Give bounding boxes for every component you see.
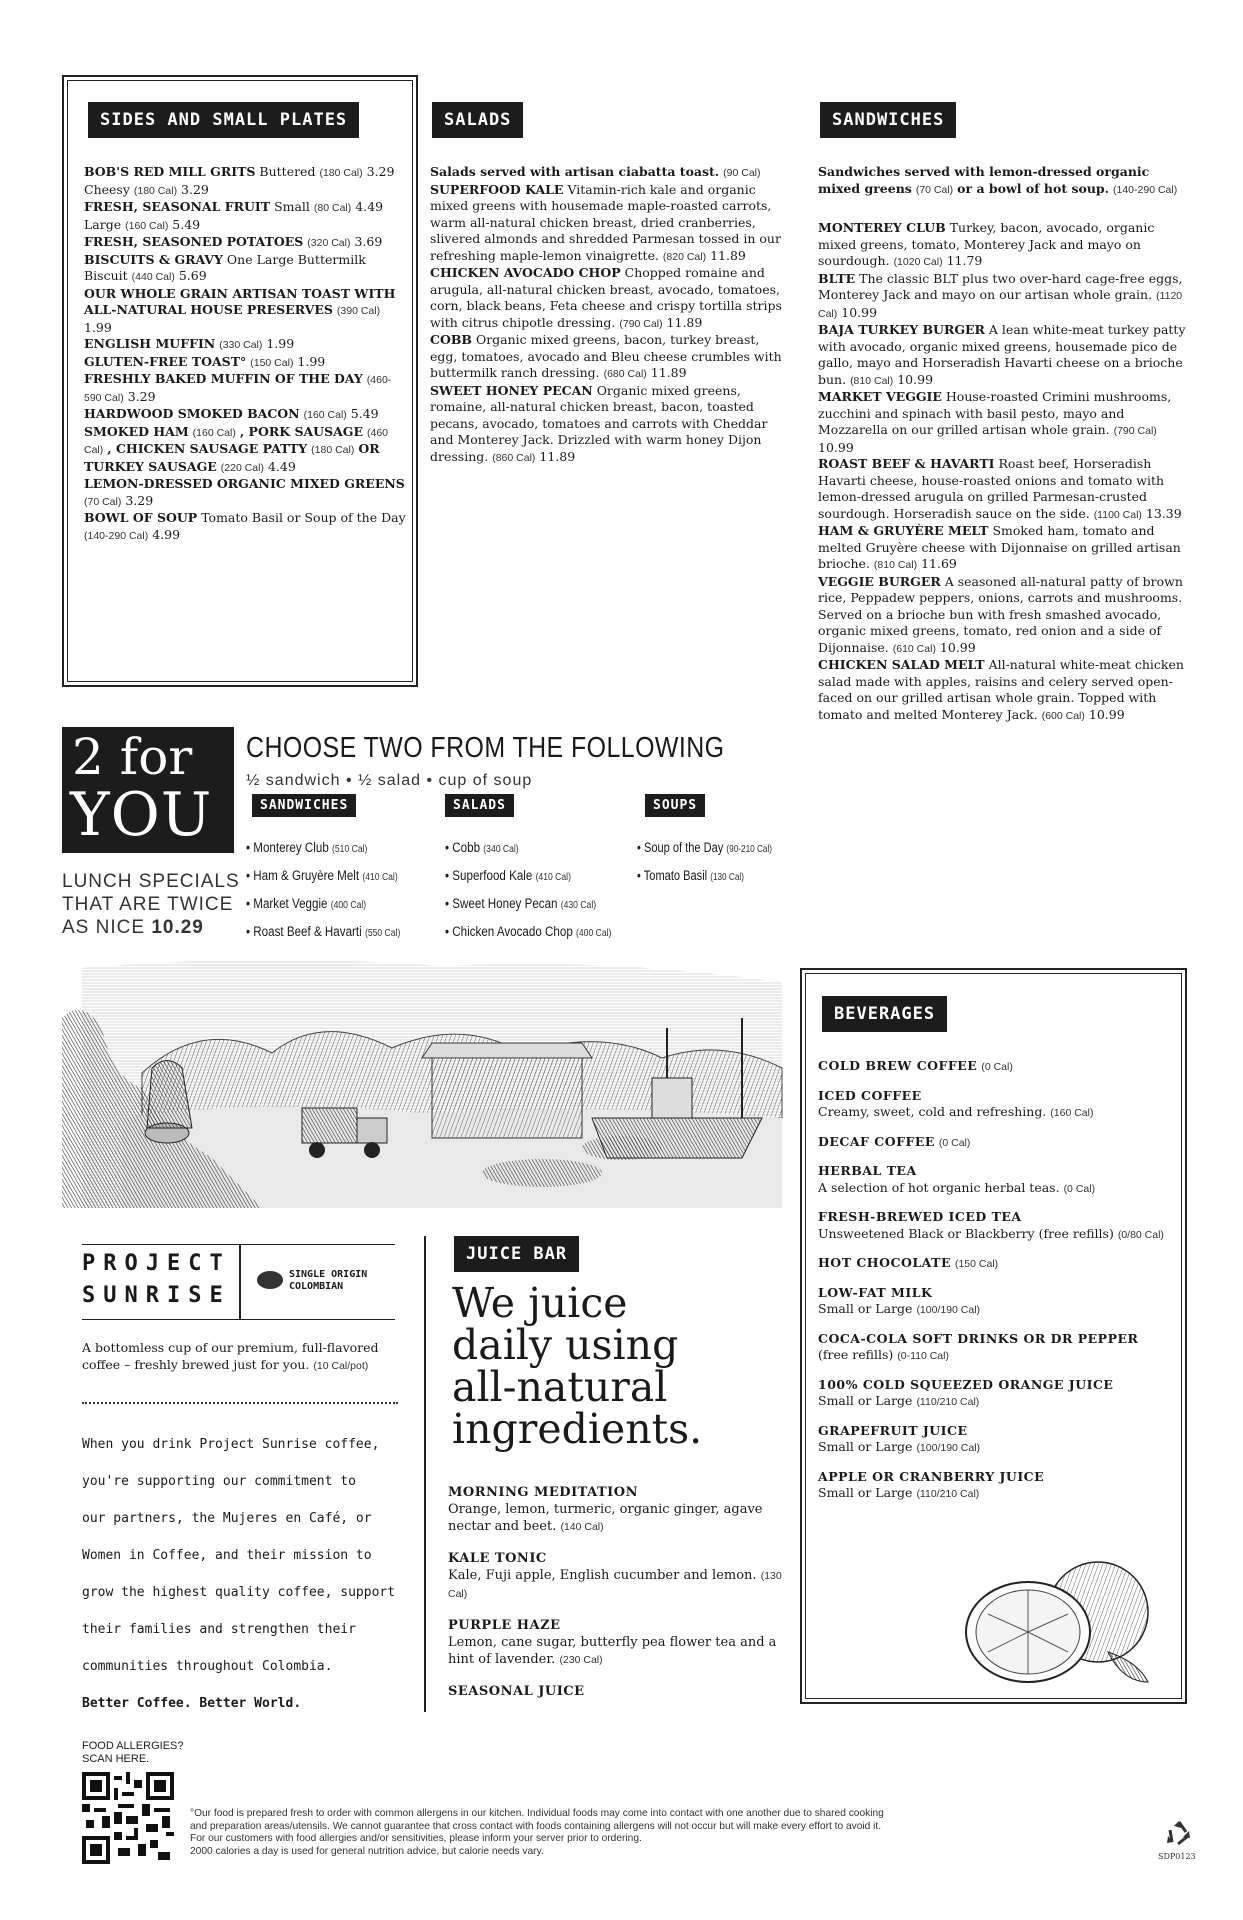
salad-item: SUPERFOOD KALE Vitamin-rich kale and organic mixed greens with housemade maple-roasted carrots, warm all-natural chicken breast, dried cranberries, slivered almonds and shredded Parmesan tossed in our refreshing maple-lemon vinaigrette. (820 Cal) 11.89 [430, 181, 781, 263]
sandwich-item: CHICKEN SALAD MELT All-natural white-meat chicken salad made with apples, raisins and celery served open-faced on our grilled artisan whole grain. Topped with tomato and melted Monterey Jack. (600 Cal) 10.99 [818, 657, 1184, 722]
beverage-item: 100% COLD SQUEEZED ORANGE JUICE Small or Large (110/210 Cal) [818, 1376, 1114, 1408]
salad-item: SWEET HONEY PECAN Organic mixed greens, romaine, all-natural chicken breast, bacon, toasted pecans, avocado, tomatoes and carrots with Cheddar and Monterey Jack. Drizzled with warm honey Dijon dressing. (860 Cal) 11.89 [430, 382, 768, 464]
beverage-item: FRESH-BREWED ICED TEA Unsweetened Black or Blackberry (free refills) (0/80 Cal) [818, 1209, 1164, 1241]
side-item: FRESHLY BAKED MUFFIN OF THE DAY (460-590 Cal) 3.29 [84, 371, 392, 404]
two-for-you-logo [62, 727, 234, 853]
sunrise-title1: PROJECT [82, 1251, 231, 1276]
sunrise-line: Women in Coffee, and their mission to [82, 1548, 372, 1563]
two-for-you-heading: CHOOSE TWO FROM THE FOLLOWING [246, 732, 725, 764]
two-for-you-tagline: LUNCH SPECIALS THAT ARE TWICE AS NICE 10.29 [62, 871, 240, 938]
sunrise-desc: A bottomless cup of our premium, full-flavored coffee – freshly brewed just for you. (10 Cal/pot) [82, 1340, 379, 1372]
juice-item: SEASONAL JUICE [448, 1684, 585, 1699]
tfy-sandwich: • Monterey Club (510 Cal) [246, 840, 368, 855]
side-item: FRESH, SEASONAL FRUIT Small (80 Cal) 4.49 Large (160 Cal) 5.49 [84, 199, 384, 232]
recycle-icon [1164, 1818, 1194, 1848]
tfy-salads-list [445, 840, 611, 952]
logo-line1: 2 for [72, 728, 193, 786]
salads-intro: Salads served with artisan ciabatta toast. (90 Cal) [430, 164, 761, 179]
coffee-bean-icon [257, 1271, 283, 1289]
sandwich-item: VEGGIE BURGER A seasoned all-natural patty of brown rice, Peppadew peppers, onions, carrots and mushrooms. Served on a brioche bun with fresh smashed avocado, organic mixed greens, tomato, red onion and a side of Dijonnaise. (610 Cal) 10.99 [818, 573, 1183, 655]
juice-list [448, 1484, 788, 1714]
side-item: OUR WHOLE GRAIN ARTISAN TOAST WITH ALL-NATURAL HOUSE PRESERVES (390 Cal) 1.99 [84, 285, 396, 335]
grapefruit-svg [958, 1552, 1158, 1692]
beverage-item: ICED COFFEE Creamy, sweet, cold and refreshing. (160 Cal) [818, 1087, 1094, 1119]
sandwiches-tag: SANDWICHES [820, 102, 956, 138]
side-item: FRESH, SEASONED POTATOES (320 Cal) 3.69 [84, 234, 383, 249]
sunrise-divider [239, 1245, 241, 1319]
tfy-salad: • Sweet Honey Pecan (430 Cal) [445, 896, 597, 911]
juice-headline-line: daily using [452, 1321, 679, 1369]
side-item: HARDWOOD SMOKED BACON (160 Cal) 5.49 [84, 406, 379, 421]
salad-item: CHICKEN AVOCADO CHOP Chopped romaine and arugula, all-natural chicken breast, avocado, tomatoes, corn, black beans, Feta cheese and crispy tortilla strips with citrus chipotle dressing. (790 Cal) 11.89 [430, 265, 782, 330]
side-item: BISCUITS & GRAVY One Large Buttermilk Biscuit (440 Cal) 5.69 [84, 251, 366, 283]
tfy-salads-tag: SALADS [445, 794, 514, 817]
beverage-item: LOW-FAT MILK Small or Large (100/190 Cal) [818, 1284, 981, 1316]
sandwich-item: BLTE The classic BLT plus two over-hard cage-free eggs, Monterey Jack and mayo on our artisan whole grain. (1120 Cal) 10.99 [818, 270, 1183, 320]
sunrise-title2: SUNRISE [82, 1283, 231, 1308]
juice-item: KALE TONIC Kale, Fuji apple, English cucumber and lemon. (130 Cal) [448, 1551, 782, 1600]
juice-tag: JUICE BAR [454, 1236, 579, 1272]
juice-headline-line: all-natural [452, 1363, 668, 1411]
beverages-tag: BEVERAGES [822, 996, 947, 1032]
recycle-svg [1164, 1818, 1194, 1848]
tfy-salad: • Cobb (340 Cal) [445, 840, 519, 855]
allergen-notice: °Our food is prepared fresh to order with common allergens in our kitchen. Individual foods may come into contact with one another due to shared cooking and preparation areas/utensils. We cannot guarantee that cross contact with foods containing allergens will not occur but will make every effort to avoid it. For our customers with food allergies and/or sensitivities, please inform your server prior to ordering. 2000 calories a day is used for general nutrition advice, but calorie needs vary. [190, 1808, 884, 1857]
sandwich-item: MARKET VEGGIE House-roasted Crimini mushrooms, zucchini and spinach with basil pesto, mayo and Mozzarella on our grilled artisan whole grain. (790 Cal) 10.99 [818, 389, 1172, 455]
sunrise-title-block [82, 1244, 395, 1320]
sandwich-item: HAM & GRUYÈRE MELT Smoked ham, tomato and melted Gruyère cheese with Dijonnaise on grilled artisan brioche. (810 Cal) 11.69 [818, 523, 1181, 571]
juice-item: MORNING MEDITATION Orange, lemon, turmeric, organic ginger, agave nectar and beet. (140 Cal) [448, 1485, 763, 1534]
sunrise-slogan: Better Coffee. Better World. [82, 1696, 302, 1711]
qr-code-svg [82, 1772, 174, 1864]
tfy-salad: • Chicken Avocado Chop (400 Cal) [445, 924, 612, 939]
sunrise-line: our partners, the Mujeres en Café, or [82, 1511, 372, 1526]
juice-item: PURPLE HAZE Lemon, cane sugar, butterfly pea flower tea and a hint of lavender. (230 Cal) [448, 1618, 777, 1667]
sunrise-line: their families and strengthen their [82, 1622, 356, 1637]
tfy-sandwiches-list [246, 840, 400, 952]
tfy-soup: • Soup of the Day (90-210 Cal) [637, 840, 773, 855]
side-item: GLUTEN-FREE TOAST° (150 Cal) 1.99 [84, 353, 326, 369]
sides-tag: SIDES AND SMALL PLATES [88, 102, 359, 138]
side-item: BOWL OF SOUP Tomato Basil or Soup of the Day (140-290 Cal) 4.99 [84, 510, 406, 542]
grapefruit-illustration [958, 1552, 1158, 1692]
sunrise-story [82, 1426, 412, 1685]
side-item: SMOKED HAM (160 Cal) , PORK SAUSAGE (460 Cal) , CHICKEN SAUSAGE PATTY (180 Cal) OR TURKEY SAUSAGE (220 Cal) 4.49 [84, 423, 388, 474]
side-item: ENGLISH MUFFIN (330 Cal) 1.99 [84, 336, 295, 351]
beverages-list [818, 1058, 1168, 1515]
sunrise-line: When you drink Project Sunrise coffee, [82, 1437, 380, 1452]
beverage-item: GRAPEFRUIT JUICE Small or Large (100/190 Cal) [818, 1422, 981, 1454]
tfy-soups-list [637, 840, 772, 896]
sunrise-line: you're supporting our commitment to [82, 1474, 356, 1489]
tfy-sandwich: • Ham & Gruyère Melt (410 Cal) [246, 868, 398, 883]
allergy-qr-code[interactable] [82, 1772, 174, 1864]
sandwich-item: ROAST BEEF & HAVARTI Roast beef, Horseradish Havarti cheese, house-roasted onions and tomato with lemon-dressed arugula on grilled Parmesan-crusted sourdough. Horseradish sauce on the side. (1100 Cal) 13.39 [818, 456, 1182, 521]
tfy-salad: • Superfood Kale (410 Cal) [445, 868, 571, 883]
coffee-farm-illustration [62, 958, 792, 1208]
beverage-item: HERBAL TEA A selection of hot organic herbal teas. (0 Cal) [818, 1163, 1096, 1195]
salad-item: COBB Organic mixed greens, bacon, turkey breast, egg, tomatoes, avocado and Bleu cheese crumbles with buttermilk ranch dressing. (680 Cal) 11.89 [430, 332, 782, 380]
salads-list [430, 164, 790, 466]
beverage-item: COCA-COLA SOFT DRINKS OR DR PEPPER (free refills) (0-110 Cal) [818, 1330, 1139, 1362]
tfy-sandwich: • Roast Beef & Havarti (550 Cal) [246, 924, 401, 939]
side-item: BOB'S RED MILL GRITS Buttered (180 Cal) 3.29 Cheesy (180 Cal) 3.29 [84, 164, 395, 197]
beverage-item: DECAF COFFEE (0 Cal) [818, 1133, 971, 1149]
beverage-item: COLD BREW COFFEE (0 Cal) [818, 1058, 1013, 1073]
sandwiches-list [818, 164, 1188, 724]
sandwich-item: MONTEREY CLUB Turkey, bacon, avocado, organic mixed greens, tomato, Monterey Jack and mayo on sourdough. (1020 Cal) 11.79 [818, 220, 1155, 268]
juice-headline-line: We juice [452, 1279, 628, 1327]
sunrise-badge: SINGLE ORIGIN COLOMBIAN [289, 1269, 368, 1292]
beverage-item: HOT CHOCOLATE (150 Cal) [818, 1255, 999, 1270]
sunrise-line: communities throughout Colombia. [82, 1659, 333, 1674]
allergy-label: FOOD ALLERGIES? SCAN HERE. [82, 1740, 184, 1765]
tfy-sandwich: • Market Veggie (400 Cal) [246, 896, 367, 911]
salads-tag: SALADS [432, 102, 523, 138]
sandwiches-intro: Sandwiches served with lemon-dressed organic mixed greens (70 Cal) or a bowl of hot soup. (140-290 Cal) [818, 164, 1178, 196]
beverage-item: APPLE OR CRANBERRY JUICE Small or Large (110/210 Cal) [818, 1468, 1045, 1500]
sunrise-line: grow the highest quality coffee, support [82, 1585, 396, 1600]
illustration-svg [62, 958, 792, 1208]
menu-code: SDP0123 [1158, 1852, 1196, 1861]
logo-line2: YOU [70, 780, 213, 850]
two-for-you-subheading: ½ sandwich • ½ salad • cup of soup [246, 772, 533, 789]
tfy-sandwiches-tag: SANDWICHES [252, 794, 356, 817]
side-item: LEMON-DRESSED ORGANIC MIXED GREENS (70 Cal) 3.29 [84, 476, 405, 508]
tfy-soups-tag: SOUPS [645, 794, 705, 817]
juice-vertical-rule [424, 1236, 426, 1712]
sides-list [84, 164, 406, 544]
two-for-you-price: 10.29 [151, 917, 204, 938]
juice-headline-line: ingredients. [452, 1405, 703, 1453]
juice-headline [452, 1279, 703, 1453]
sunrise-dotted-rule [82, 1402, 398, 1404]
tfy-soup: • Tomato Basil (130 Cal) [637, 868, 744, 883]
sandwich-item: BAJA TURKEY BURGER A lean white-meat turkey patty with avocado, organic mixed greens, housemade pico de gallo, mayo and Horseradish Havarti cheese on a brioche bun. (810 Cal) 10.99 [818, 322, 1186, 387]
